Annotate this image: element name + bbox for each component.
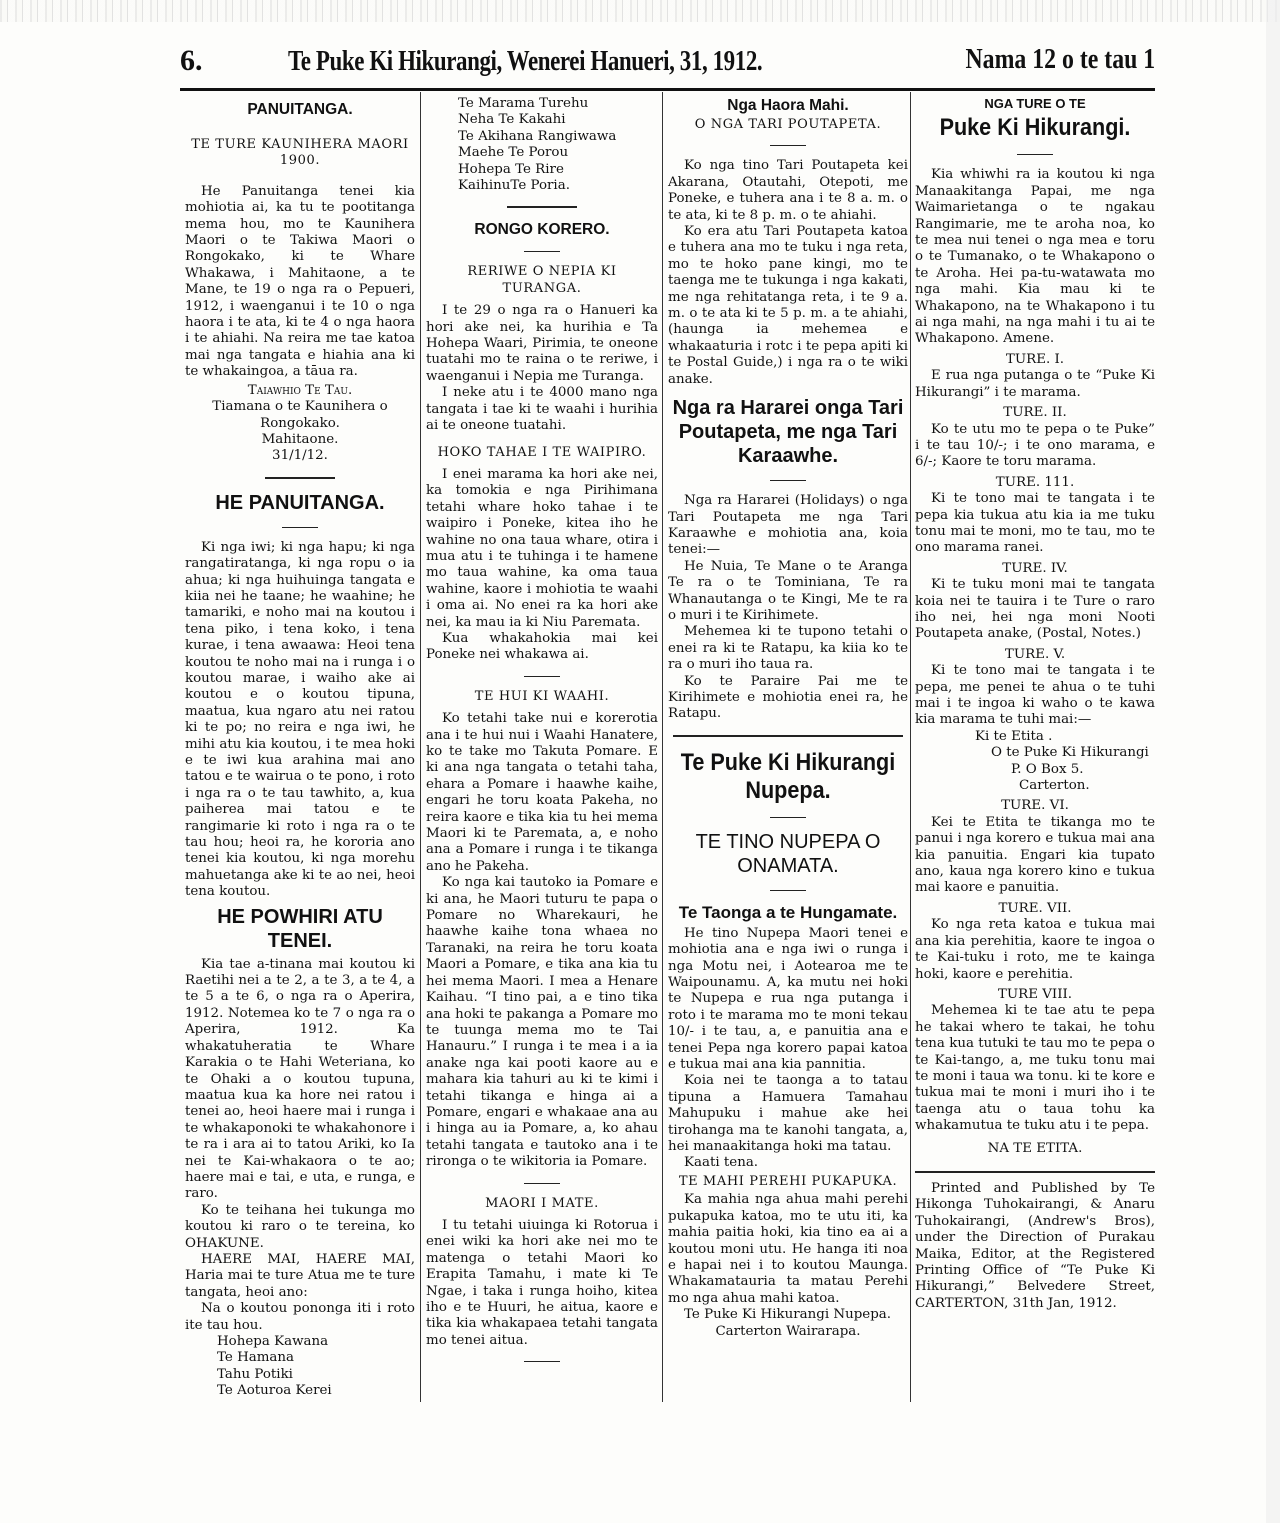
notice-signature: Taiawhio Te Tau. xyxy=(247,382,353,398)
divider xyxy=(770,145,806,146)
divider xyxy=(1017,154,1053,155)
newspaper-ad-heading: Te Puke Ki Hikurangi Nupepa. xyxy=(680,748,896,804)
rules-heading-small: NGA TURE O TE xyxy=(984,96,1086,111)
divider xyxy=(524,1183,560,1184)
welcome-closing: Na o koutou pononga iti i roto ite tau hou. xyxy=(185,1301,415,1333)
divider xyxy=(770,890,806,891)
welcome-heading: HE POWHIRI ATU TENEI. xyxy=(217,905,383,952)
hours-body: Ko era atu Tari Poutapeta katoa e tuhera ana mo te tuku i nga reta, mo te hoko pane kingi, mo te taenga me te tukunga i nga kakati, me nga rehitatanga reta, i te 9 a. m. o te ata ki te 5 p. m. a te ahiahi, (haunga ia mehemea e whakaaturia i rotc i te pepa apiti ki te Postal Guide,) i nga ra o te wiki anake. xyxy=(668,224,908,387)
address-line: Carterton. xyxy=(1019,778,1090,794)
hours-body: Ko nga tino Tari Poutapeta kei Akarana, Otautahi, Otepoti, me Poneke, e tuhera ana i te 8 a. m. o te ata, ki te 8 p. m. o te ahiahi. xyxy=(668,158,908,223)
rules-intro: Kia whiwhi ra ia koutou ki nga Manaakitanga Papai, me nga Waimarietanga o te ngakau Rangimarie, me te aroha noa, ko te mea nui tenei o nga mea e toru o te Tumanako, o te Whakapono o te Aroha. Hei pa-tu-watawata mo nga mahi. Kia mau ki te Whakapono, na te Whakapono i tu ai nga mahi, na nga mahi i tu ai te Whakapono. Amene. xyxy=(915,167,1155,347)
column-rule xyxy=(420,92,421,1402)
issue-number: Nama 12 o te tau 1 xyxy=(965,44,1155,75)
printing-place: Carterton Wairarapa. xyxy=(715,1323,861,1339)
holidays-body: Nga ra Hararei (Holidays) o nga Tari Poutapeta me nga Tari Karaawhe e mohiotia ana, koia tenei:— xyxy=(668,493,908,558)
article-body: I enei marama ka hori ake nei, ka tomokia e nga Pirihimana tetahi whare hoko tahae i te waipiro i Poneke, kitea iho he wahine no ona taua whare, otira i mua atu i te tuhinga i te hamene mo taua wahine, ka oma taua wahine, kaore i mohiotia te waahi i oma ai. No enei ra ka hori ake nei, ka mau ia ki Niu Paremata. xyxy=(426,466,658,630)
holidays-body: Ko te Paraire Pai me te Kirihimete e mohiotia enei ra, he Ratapu. xyxy=(668,673,908,722)
scan-edge-right xyxy=(1266,0,1280,1523)
article-body: I tu tetahi uiuinga ki Rotorua i enei wiki ka hori ake nei mo te matenga o tetahi Maori ko Erapita Tamahu, i mate ki Te Ngae, i taka i runga hoiho, kitea iho e te Huuri, he aitua, kaore e tika kia whakapaea tetahi tangata mo tenei aitua. xyxy=(426,1217,658,1348)
signatory-name: Te Aoturoa Kerei xyxy=(217,1383,332,1399)
notice-heading: PANUITANGA. xyxy=(247,101,353,118)
rule-body: Ki te tono mai te tangata i te pepa kia tukua atu kia ia me tuku tonu mai te moni, mo te tau, mo te ono marama ranei. xyxy=(915,491,1155,556)
article-body: I neke atu i te 4000 mano nga tangata i tae ki te waahi i hurihia ai te oneone tuatahi. xyxy=(426,385,658,434)
article-body: Ko nga kai tautoko ia Pomare e ki ana, he Maori tuturu te papa o Pomare no Wharekauri, he haawhe kaihe tona whaea no Taranaki, na reira he toru koata Maori a Pomare, e tika ana kia tu hei mema Maori. I mea a Henare Kaihau. “I tino pai, a e tino tika ana hoki te pakanga a Pomare mo te tuunga mema mo te Tai Hanauru.” I runga i te mea i a ia anake nga kai pooti kaore au e mahara kia tahuri au ki te kimi i tetahi tikanga e hinga ai a Pomare, engari e whakaae ana au i hinga au ia Pomare, a, ko ahau tetahi tangata e tautoko ana i te rironga o te wikitoria ia Pomare. xyxy=(426,875,658,1170)
rule-body: Mehemea ki te tae atu te pepa he takai whero te takai, he tohu tena kua tutuki te tau mo te pepa o te Kai-tango, a, me tuku tonu mai te moni i taua wa tonu. ki te kore e tukua mai te moni i muri iho i te taenga atu o taua tohu ka whakamutua te tuku atu i te pepa. xyxy=(915,1003,1155,1134)
printing-heading: TE MAHI PEREHI PUKAPUKA. xyxy=(678,1173,898,1189)
divider xyxy=(770,480,806,481)
editor-signature: NA TE ETITA. xyxy=(987,1140,1083,1156)
divider xyxy=(524,251,560,252)
address-line: P. O Box 5. xyxy=(1011,761,1084,777)
divider xyxy=(524,1361,560,1362)
divider xyxy=(524,676,560,677)
signatory-name: KaihinuTe Poria. xyxy=(458,178,570,194)
rule-heading: TURE. IV. xyxy=(1002,560,1068,576)
welcome-call: HAERE MAI, HAERE MAI, Haria mai te ture Atua me te ture tangata, heoi ano: xyxy=(185,1251,415,1300)
newspaper-ad-body: He tino Nupepa Maori tenei e mohiotia ana e nga iwi o runga i nga Motu nei, i Aotearoa me te Waipounamu. A, ka mutu nei hoki te Nupepa e rua nga putanga i roto i te marama mo te moni tekau 10/- i te tau, a, e panuitia ana e tenei Pepa nga korero papai katoa e tukua mai ana kia pannitia. xyxy=(668,925,908,1073)
column-3 xyxy=(668,96,908,1340)
hours-heading: Nga Haora Mahi. xyxy=(727,97,849,114)
notice-signature-title: Tiamana o te Kaunihera o Rongokako. xyxy=(212,399,388,431)
address-line: Ki te Etita . xyxy=(975,728,1053,744)
rule-body: Ko nga reta katoa e tukua mai ana kia perehitia, kaore te ingoa o te Kai-tuku i roto, me te kainga hoki, kaore e perehitia. xyxy=(915,917,1155,982)
article-heading: TE HUI KI WAAHI. xyxy=(474,688,610,704)
signatory-name: Te Akihana Rangiwawa xyxy=(458,128,617,144)
newspaper-ad-body: Koia nei te taonga a to tatau tipuna a Hamuera Tamahau Mahupuku i mahue ake hei tirohanga ma te kanohi tangata, a, hei manaakitanga hoki ma tatau. xyxy=(668,1073,908,1155)
column-2 xyxy=(426,96,658,1374)
imprint: Printed and Published by Te Hikonga Tuhokairangi, & Anaru Tuhokairangi, (Andrew's Bros), under the Direction of Purakau Maika, Editor, at the Registered Printing Office of “Te Puke Ki Hikurangi,” Belvedere Street, CARTERTON, 31th Jan, 1912. xyxy=(915,1171,1155,1312)
printing-body: Ka mahia nga ahua mahi perehi pukapuka katoa, mo te utu iti, ka mahia paitia hoki, kia tino ea ai a koutou moni utu. He hanga iti noa e hapai nei i to koutou Maunga. Whakamatauria ta matau Perehi mo nga ahua mahi katoa. xyxy=(668,1192,908,1306)
page-number: 6. xyxy=(180,44,203,77)
hours-subheading: O NGA TARI POUTAPETA. xyxy=(694,117,882,132)
signatory-name: Tahu Potiki xyxy=(217,1366,293,1382)
scan-noise-top xyxy=(0,0,1280,22)
column-4 xyxy=(915,96,1155,1312)
column-rule xyxy=(910,92,911,1402)
notice-place: Mahitaone. xyxy=(261,431,339,447)
signatory-name: Hohepa Te Rire xyxy=(458,161,564,177)
article-heading: RERIWE O NEPIA KI TURANGA. xyxy=(467,264,617,296)
masthead-rule xyxy=(180,88,1155,91)
newspaper-ad-subheading: TE TINO NUPEPA O ONAMATA. xyxy=(695,830,881,877)
holidays-heading: Nga ra Hararei onga Tari Poutapeta, me nga Tari Karaawhe. xyxy=(672,397,904,468)
divider xyxy=(507,206,577,208)
signatory-name: Neha Te Kakahi xyxy=(458,112,566,128)
signatory-name: Te Marama Turehu xyxy=(458,96,589,111)
masthead-title: Te Puke Ki Hikurangi, Wenerei Hanueri, 31, 1912. xyxy=(288,46,763,77)
rule-body: Ko te utu mo te pepa o te Puke” i te tau 10/-; i te ono marama, e 6/-; Kaore te toru marama. xyxy=(915,421,1155,470)
rule-body: Ki te tuku moni mai te tangata koia nei te tauira i te Ture o raro iho nei, hei nga moni Nooti Poutapeta anake, (Postal, Notes.) xyxy=(915,577,1155,642)
announcement-heading: HE PANUITANGA. xyxy=(215,491,385,514)
notice-subheading: TE TURE KAUNIHERA MAORI 1900. xyxy=(191,137,409,169)
divider xyxy=(770,817,806,818)
news-heading: RONGO KORERO. xyxy=(474,221,610,239)
newspaper-ad-body: Kaati tena. xyxy=(684,1155,759,1171)
column-rule xyxy=(662,92,663,1402)
rule-heading: TURE. VI. xyxy=(1001,798,1069,814)
column-1 xyxy=(185,96,415,1400)
signatory-name: Hohepa Kawana xyxy=(217,1334,329,1349)
notice-body: He Panuitanga tenei kia mohiotia ai, ka tu te pootitanga mema hou, mo te Kaunihera Maori o te Takiwa Maori o Rongokako, ki te Whare Whakawa, i Mahitaone, a te Mane, te 19 o nga ra o Pepueri, 1912, i waenganui i te 10 o nga haora i te ata, ki te 4 o nga haora i te ahiahi. Na reira me tae katoa mai nga tangata e hiahia ana ki te whakaingoa, a tāua ra. xyxy=(185,183,415,380)
announcement-body: Ki nga iwi; ki nga hapu; ki nga rangatiratanga, ki nga ropu o ia ahua; ki nga huihuinga tangata e kiia nei he taane; he waahine; he tamariki, e noho mai na koutou i tena piko, i tena koko, i tena kurae, i tena awaawa: Heoi tena koutou te noho mai na i runga i o koutou marae, i waiho ake ai koutou e o koutou tipuna, maatua, kua ngaro atu nei ratou ki te po; no reira e nga iwi, he mihi atu kia koutou, i te mea hoki e te iwi kua arahina mai ano tatou e te wairua o te pono, i roto i nga ra o te tau tawhito, a, kua paiherea mai tatou e te rangimarie ki roto i nga ra o te tau hou; heoi ra, he kororia ano tenei kia koutou, ki nga morehu mahuetanga ake ki te ao nei, heoi tena koutou. xyxy=(185,539,415,900)
article-body: I te 29 o nga ra o Hanueri ka hori ake nei, ka hurihia e Ta Hohepa Waari, Pirimia, te oneone tuatahi mo te raina o te reriwe, i waenganui i Nepia me Turanga. xyxy=(426,303,658,384)
divider xyxy=(265,477,335,479)
welcome-body: Kia tae a-tinana mai koutou ki Raetihi nei a te 2, a te 3, a te 4, a te 5 a te 6, o nga ra o Aperira, 1912. Notemea ko te 7 o nga ra o Aperira, 1912. Ka whakatuheratia te Whare Karakia o te Hahi Weteriana, ko te Ohaki a o koutou tupuna, maatua kua ka hore nei ratou i tenei ao, heoi haere mai i runga i te whakaponoki te whakahonore i te ra i ara ai to tatou Ariki, ko Ia nei te Kai-whakaora o te ao; haere mai e tai, e uta, e runga, e raro. xyxy=(185,956,415,1202)
rule-heading: TURE. V. xyxy=(1004,646,1066,662)
holidays-body: Mehemea ki te tupono tetahi o enei ra ki te Ratapu, ka kiia ko te ra o muri iho taua ra. xyxy=(668,624,908,673)
rule-heading: TURE. 111. xyxy=(995,474,1075,490)
rule-body: E rua nga putanga o te “Puke Ki Hikurangi” i te marama. xyxy=(915,368,1155,400)
address-line: O te Puke Ki Hikurangi xyxy=(991,745,1149,761)
signatory-name: Te Hamana xyxy=(217,1350,295,1366)
signatory-name: Maehe Te Porou xyxy=(458,145,569,161)
article-body: Kua whakahokia mai kei Poneke nei whakawa ai. xyxy=(426,630,658,663)
rule-heading: TURE. I. xyxy=(1005,351,1065,367)
rule-heading: TURE. II. xyxy=(1003,405,1067,421)
divider xyxy=(673,735,903,737)
holidays-body: He Nuia, Te Mane o te Aranga Te ra o te Tominiana, Te ra Whanautanga o te Kingi, Me te ra o muri i te Kirihimete. xyxy=(668,558,908,623)
newspaper-ad-tagline: Te Taonga a te Hungamate. xyxy=(678,902,898,922)
rule-body: Ki te tono mai te tangata i te pepa, me penei te ahua o te tuhi mai i te ingoa ki waho o te kawa kia marama te tuhi mai:— xyxy=(915,663,1155,728)
printing-signoff: Te Puke Ki Hikurangi Nupepa. xyxy=(684,1307,892,1323)
welcome-station: Ko te teihana hei tukunga mo koutou ki raro o te tereina, ko OHAKUNE. xyxy=(185,1202,415,1251)
rule-heading: TURE VIII. xyxy=(997,986,1073,1002)
article-heading: HOKO TAHAE I TE WAIPIRO. xyxy=(437,444,647,460)
rule-heading: TURE. VII. xyxy=(998,900,1072,916)
rule-body: Kei te Etita te tikanga mo te panui i nga korero e tukua mai ana kia panuitia. Engari kia tupato ano, kaua nga korero kino e tukua mai kaore e panuitia. xyxy=(915,814,1155,896)
article-heading: MAORI I MATE. xyxy=(485,1195,599,1211)
rules-heading: Puke Ki Hikurangi. xyxy=(939,114,1131,142)
notice-date: 31/1/12. xyxy=(272,448,328,464)
article-body: Ko tetahi take nui e korerotia ana i te hui nui i Waahi Hanatere, ko te take mo Takuta Pomare. E ki ana nga tangata o tetahi taha, ehara a Pomare i haawhe kaihe, engari he toru koata Pakeha, no reira kaore e tika kia tu hei mema Maori ki te Paremata, a, e noho ana a Pomare i runga i te tikanga ano he Pakeha. xyxy=(426,711,658,874)
divider xyxy=(282,527,318,528)
